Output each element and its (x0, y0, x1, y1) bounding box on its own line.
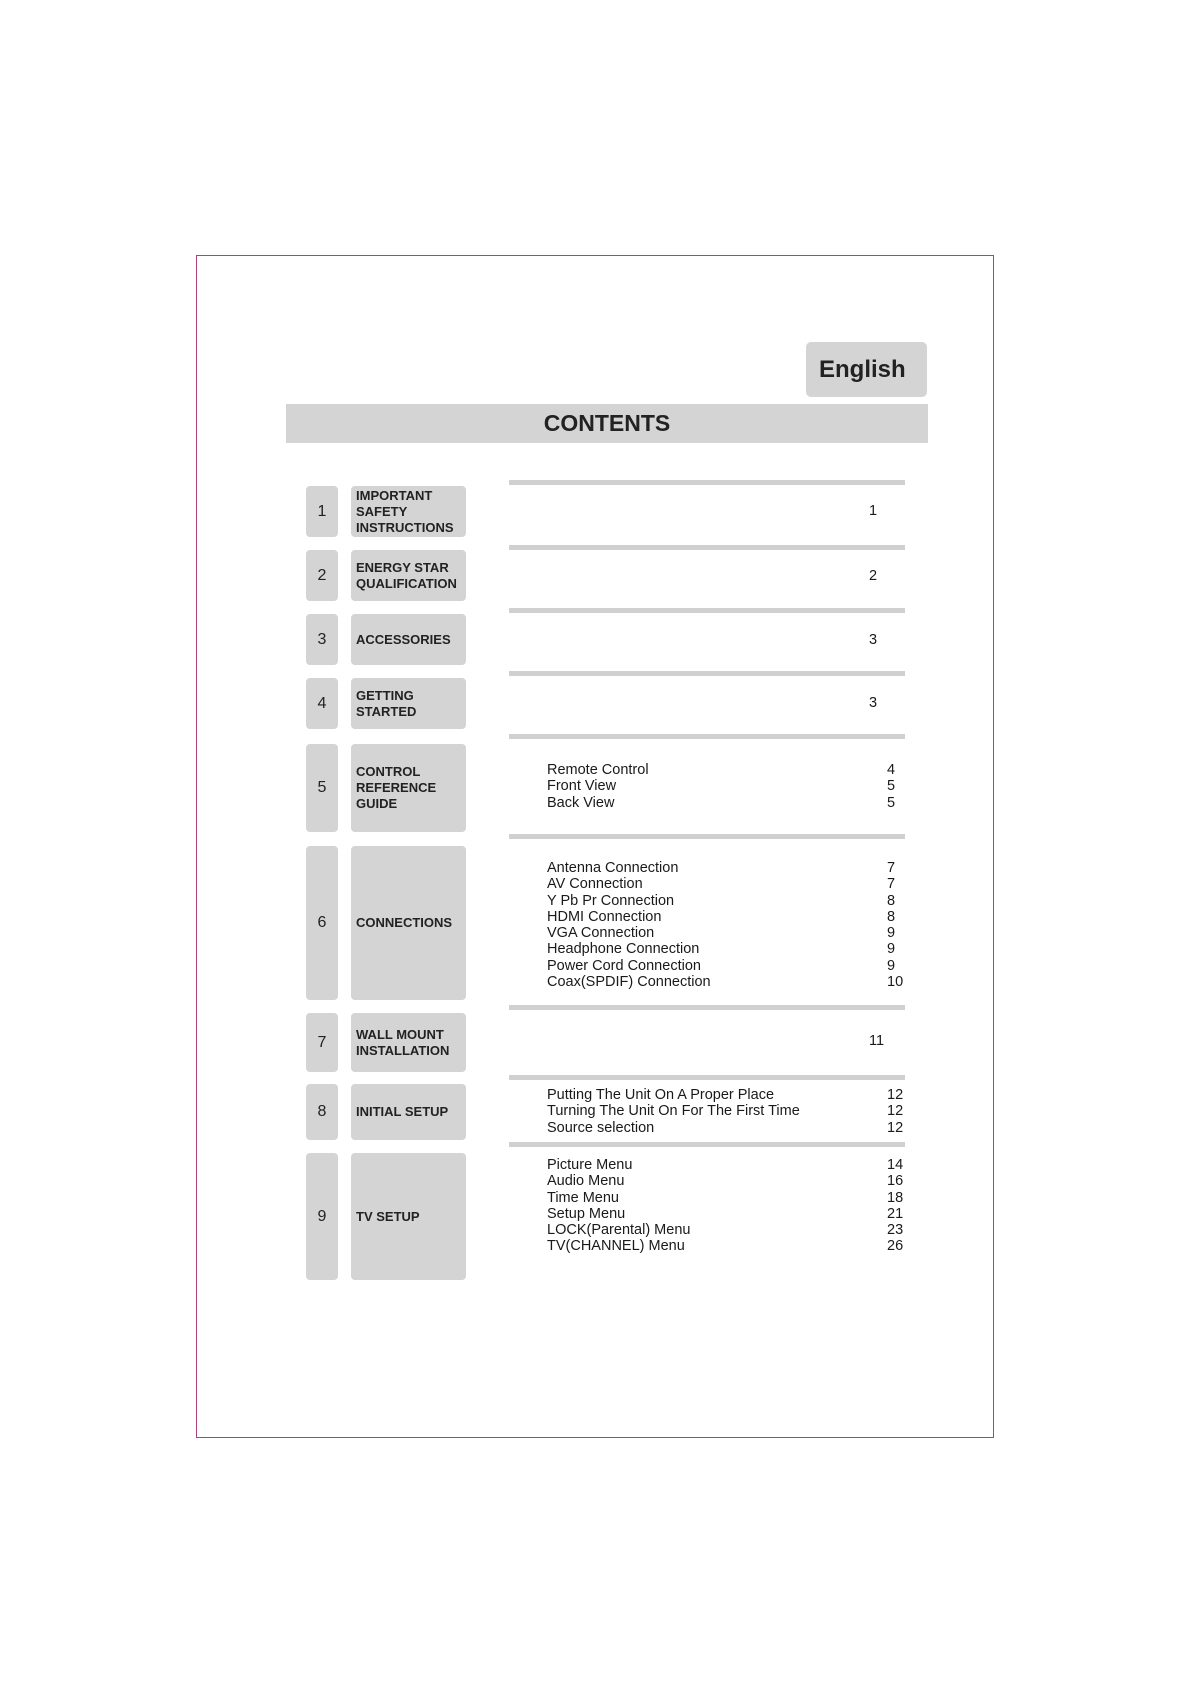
toc-entry-label: Remote Control (547, 762, 649, 778)
toc-entry (547, 974, 927, 990)
toc-entry-label: Setup Menu (547, 1205, 626, 1222)
section-divider (509, 1075, 905, 1080)
section-number: 8 (306, 1084, 338, 1140)
section-entries (547, 860, 927, 990)
section-title: CONTROL REFERENCE GUIDE (351, 744, 466, 832)
toc-entry-label: Turning The Unit On For The First Time (547, 1103, 800, 1120)
toc-entry (547, 860, 927, 876)
toc-entry (547, 795, 927, 811)
section-title: INITIAL SETUP (351, 1084, 466, 1140)
toc-entry-page: 21 (887, 1205, 904, 1222)
section-divider (509, 834, 905, 839)
toc-entry (547, 925, 927, 941)
section-title: TV SETUP (351, 1153, 466, 1280)
toc-entry-label: Y Pb Pr Connection (547, 892, 675, 909)
toc-entry (547, 1190, 927, 1206)
toc-entry-page: 12 (887, 1103, 904, 1120)
toc-entry (547, 909, 927, 925)
toc-entry-label: Picture Menu (547, 1157, 633, 1173)
toc-entry (547, 941, 927, 957)
section-number: 9 (306, 1153, 338, 1280)
section-title: IMPORTANT SAFETY INSTRUCTIONS (351, 486, 466, 537)
section-title: CONNECTIONS (351, 846, 466, 1000)
toc-entry-page: 26 (887, 1238, 904, 1255)
section-divider (509, 545, 905, 550)
section-entries (547, 1087, 927, 1136)
section-divider (509, 1005, 905, 1010)
section-divider (509, 608, 905, 613)
toc-entry-label: TV(CHANNEL) Menu (547, 1238, 685, 1255)
toc-entry (547, 876, 927, 892)
toc-entry (547, 1157, 927, 1173)
toc-entry (547, 893, 927, 909)
toc-entry-page: 8 (887, 892, 896, 909)
section-divider (509, 671, 905, 676)
section-number: 1 (306, 486, 338, 537)
toc-entry (547, 1222, 927, 1238)
section-number: 3 (306, 614, 338, 665)
section-title: ACCESSORIES (351, 614, 466, 665)
toc-entry-label: Back View (547, 794, 615, 811)
section-number: 6 (306, 846, 338, 1000)
toc-entry-label: LOCK(Parental) Menu (547, 1222, 691, 1239)
toc-entry (547, 1087, 927, 1103)
section-title: ENERGY STAR QUALIFICATION (351, 550, 466, 601)
section-entries (547, 762, 927, 811)
section-divider (509, 734, 905, 739)
toc-entry-label: Front View (547, 778, 617, 795)
toc-entry-label: Antenna Connection (547, 860, 679, 876)
toc-entry-page: 7 (887, 876, 896, 893)
toc-entry (547, 1120, 927, 1136)
toc-entry (547, 1238, 927, 1254)
toc-entry (547, 1173, 927, 1189)
toc-entry-page: 10 (887, 974, 904, 991)
language-tab: English (806, 342, 927, 397)
toc-entry-label: Headphone Connection (547, 941, 700, 958)
section-divider (509, 480, 905, 485)
section-number: 2 (306, 550, 338, 601)
toc-entry-label: HDMI Connection (547, 908, 662, 925)
section-page-number: 2 (869, 568, 878, 584)
toc-entry-label: Audio Menu (547, 1173, 625, 1190)
toc-entry-label: AV Connection (547, 876, 643, 893)
section-title: GETTING STARTED (351, 678, 466, 729)
section-number: 7 (306, 1013, 338, 1072)
toc-entry-page: 4 (887, 762, 896, 778)
toc-entry-label: Power Cord Connection (547, 957, 701, 974)
toc-entry-page: 8 (887, 908, 896, 925)
toc-entry-label: Coax(SPDIF) Connection (547, 974, 711, 991)
section-page-number: 3 (869, 632, 878, 648)
section-page-number: 11 (869, 1033, 885, 1049)
toc-entry (547, 1103, 927, 1119)
toc-entry-page: 14 (887, 1157, 904, 1173)
toc-entry (547, 778, 927, 794)
toc-entry-page: 16 (887, 1173, 904, 1190)
toc-entry (547, 1206, 927, 1222)
toc-entry-page: 5 (887, 794, 896, 811)
toc-entry-page: 9 (887, 925, 896, 942)
section-title: WALL MOUNT INSTALLATION (351, 1013, 466, 1072)
toc-entry-label: Time Menu (547, 1189, 619, 1206)
section-page-number: 1 (869, 503, 878, 519)
toc-entry-page: 12 (887, 1119, 904, 1136)
toc-entry (547, 762, 927, 778)
section-number: 4 (306, 678, 338, 729)
toc-entry-page: 12 (887, 1087, 904, 1103)
section-page-number: 3 (869, 695, 878, 711)
toc-entry-label: VGA Connection (547, 925, 655, 942)
toc-entry-label: Putting The Unit On A Proper Place (547, 1087, 775, 1103)
contents-title: CONTENTS (286, 404, 928, 443)
toc-entry-page: 18 (887, 1189, 904, 1206)
toc-entry-page: 9 (887, 957, 896, 974)
section-entries (547, 1157, 927, 1255)
toc-entry-page: 9 (887, 941, 896, 958)
toc-entry (547, 958, 927, 974)
toc-entry-page: 7 (887, 860, 896, 876)
toc-entry-label: Source selection (547, 1119, 655, 1136)
section-divider (509, 1142, 905, 1147)
section-number: 5 (306, 744, 338, 832)
toc-entry-page: 23 (887, 1222, 904, 1239)
toc-entry-page: 5 (887, 778, 896, 795)
